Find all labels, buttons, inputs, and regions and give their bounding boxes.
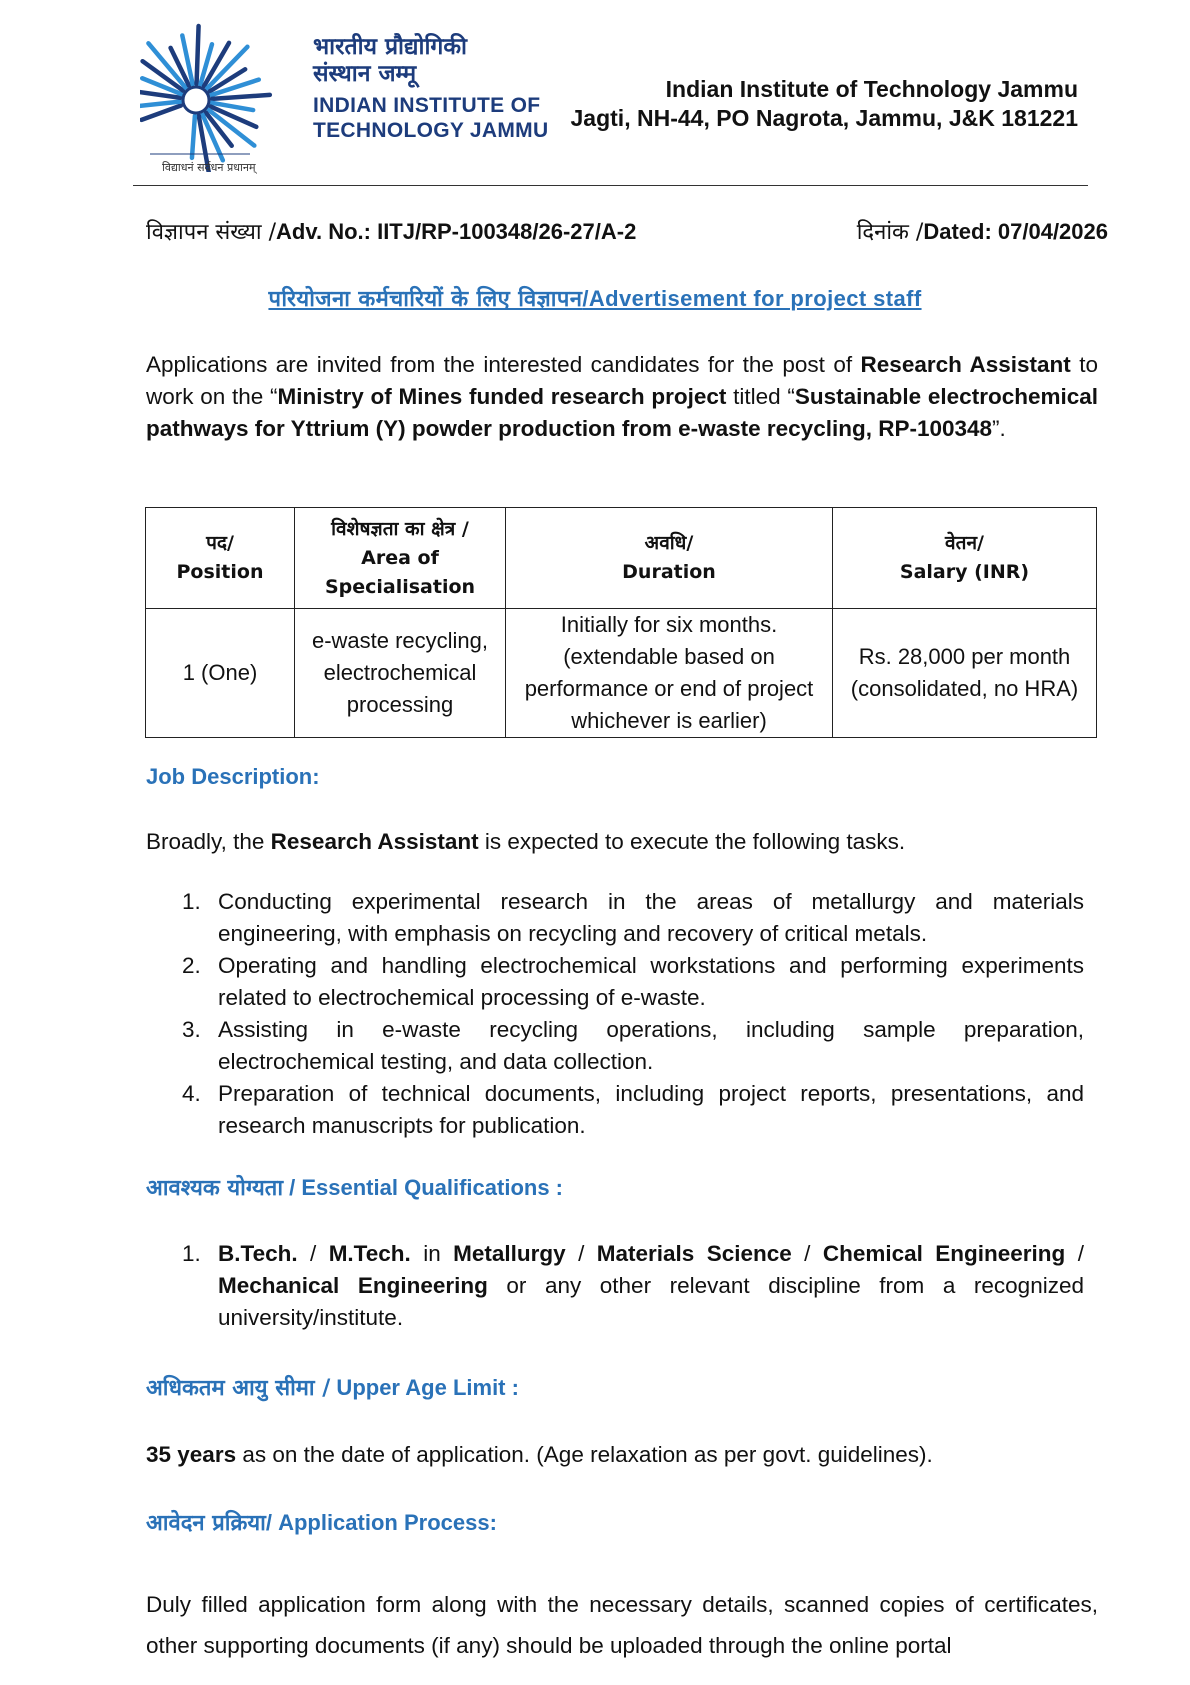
list-item-text: Assisting in e-waste recycling operations, including sample preparation, electrochemical testing, and data collection. — [218, 1017, 1084, 1074]
header-area — [295, 508, 506, 609]
intro-funding: Ministry of Mines funded research project — [277, 384, 727, 409]
lead-text: Broadly, the — [146, 829, 271, 854]
header-hindi: वेतन/ — [945, 532, 984, 554]
qualifications-heading-english: / Essential Qualifications : — [283, 1175, 563, 1200]
logo-ray — [141, 105, 180, 119]
logo-center — [183, 87, 209, 113]
separator: in — [410, 1241, 454, 1266]
adv-number-hindi-label: विज्ञापन संख्या / — [146, 220, 277, 245]
separator: / — [791, 1241, 823, 1266]
intro-paragraph — [146, 349, 1098, 445]
intro-text: ”. — [992, 416, 1006, 441]
qualifications-list — [146, 1238, 1084, 1334]
list-item-text: Operating and handling electrochemical workstations and performing experiments related to electrochemical processing of e-waste. — [218, 953, 1084, 1010]
lead-text: is expected to execute the following tasks. — [478, 829, 906, 854]
separator: / — [565, 1241, 597, 1266]
header-duration — [506, 508, 833, 609]
intro-text: titled “ — [726, 384, 795, 409]
lead-post-name: Research Assistant — [270, 829, 479, 854]
logo-english-line1: INDIAN INSTITUTE OF — [313, 94, 541, 117]
advertisement-title — [0, 283, 1190, 313]
title-hindi: परियोजना कर्मचारियों के लिए विज्ञापन — [268, 287, 583, 312]
adv-date-hindi-label: दिनांक / — [856, 220, 924, 245]
application-heading-english: / Application Process: — [265, 1510, 497, 1535]
list-item: 2. Operating and handling electrochemical workstations and performing experiments related to electrochemical processing of e-waste. — [182, 953, 1084, 1010]
cell-salary: Rs. 28,000 per month (consolidated, no HRA) — [833, 609, 1097, 738]
logo-english-line2: TECHNOLOGY JAMMU — [313, 119, 549, 142]
degree: B.Tech. — [218, 1241, 298, 1266]
list-item: 4. Preparation of technical documents, including project reports, presentations, and research manuscripts for publication. — [182, 1081, 1084, 1138]
adv-number — [146, 216, 636, 246]
job-task-list — [146, 886, 1084, 1142]
header-english: Duration — [622, 561, 716, 583]
age-value: 35 years — [146, 1442, 237, 1467]
logo-hindi-line1: भारतीय प्रौद्योगिकी — [313, 34, 467, 60]
application-process-heading — [146, 1507, 497, 1537]
application-heading-hindi: आवेदन प्रक्रिया — [146, 1511, 266, 1536]
cell-position: 1 (One) — [146, 609, 295, 738]
separator: / — [297, 1241, 329, 1266]
intro-project-title: Sustainable electrochemical pathways for Yttrium (Y) powder production from e-waste recycling, RP-100348 — [146, 384, 1098, 441]
adv-date-text: Dated: 07/04/2026 — [923, 219, 1108, 244]
institute-name: Indian Institute of Technology Jammu — [665, 76, 1078, 102]
list-item-text: Conducting experimental research in the areas of metallurgy and materials engineering, with emphasis on recycling and recovery of critical metals. — [218, 889, 1084, 946]
institute-address: Jagti, NH-44, PO Nagrota, Jammu, J&K 181221 — [570, 105, 1078, 131]
intro-post-name: Research Assistant — [860, 352, 1071, 377]
age-limit-heading — [146, 1372, 519, 1402]
logo-hindi-line2: संस्थान जम्मू — [313, 61, 417, 87]
adv-date — [857, 216, 1108, 246]
logo-ray — [197, 26, 199, 84]
degree: M.Tech. — [328, 1241, 411, 1266]
cell-duration: Initially for six months. (extendable based on performance or end of project whichever is earlier) — [506, 609, 833, 738]
age-limit-heading-english: Upper Age Limit : — [330, 1375, 519, 1400]
cell-area: e-waste recycling, electrochemical processing — [295, 609, 506, 738]
header-english: Salary (INR) — [899, 561, 1030, 583]
table-header-row — [146, 508, 1097, 609]
logo-ray — [192, 116, 195, 158]
discipline: Chemical Engineering — [822, 1241, 1066, 1266]
list-item: 1. Conducting experimental research in the areas of metallurgy and materials engineering, with emphasis on recycling and recovery of critical metals. — [182, 889, 1084, 946]
header-salary — [833, 508, 1097, 609]
logo-ray — [212, 95, 270, 99]
discipline: Metallurgy — [453, 1241, 566, 1266]
separator: / — [1065, 1241, 1084, 1266]
intro-text: to work on the “ — [146, 352, 1098, 409]
job-description-lead — [146, 826, 1098, 858]
qualification-text: or any other relevant discipline from a recognized university/institute. — [218, 1273, 1084, 1330]
table-row — [146, 609, 1097, 738]
qualifications-heading-hindi: आवश्यक योग्यता — [146, 1176, 284, 1201]
iit-jammu-logo — [140, 22, 290, 172]
list-item: 1. B.Tech. / M.Tech. in Metallurgy / Materials Science / Chemical Engineering / Mechanical Engineering or any other relevant discipline from a recognized university/institute. — [182, 1241, 1084, 1330]
logo-motto: विद्याधनं सर्वधन प्रधानम् — [162, 161, 256, 174]
header-english: Position — [176, 561, 264, 583]
header-hindi: अवधि/ — [644, 532, 694, 554]
application-process-text: Duly filled application form along with the necessary details, scanned copies of certificates, other supporting documents (if any) should be uploaded through the online portal — [146, 1592, 1098, 1658]
adv-number-text: Adv. No.: IITJ/RP-100348/26-27/A-2 — [276, 219, 637, 244]
header-divider — [133, 185, 1088, 186]
header-position — [146, 508, 295, 609]
position-table — [145, 507, 1097, 738]
discipline: Materials Science — [596, 1241, 792, 1266]
header-hindi: पद/ — [206, 532, 234, 554]
age-note: as on the date of application. (Age relaxation as per govt. guidelines). — [236, 1442, 933, 1467]
list-item-text: Preparation of technical documents, including project reports, presentations, and research manuscripts for publication. — [218, 1081, 1084, 1138]
header-hindi: विशेषज्ञता का क्षेत्र / — [331, 517, 469, 540]
list-item: 3. Assisting in e-waste recycling operations, including sample preparation, electrochemical testing, and data collection. — [182, 1017, 1084, 1074]
qualifications-heading — [146, 1172, 563, 1202]
header-english: Area of Specialisation — [324, 546, 476, 598]
discipline: Mechanical Engineering — [218, 1273, 488, 1298]
age-limit-text — [146, 1439, 1098, 1471]
title-english: /Advertisement for project staff — [582, 286, 922, 311]
age-limit-heading-hindi: अधिकतम आयु सीमा / — [146, 1376, 331, 1401]
job-description-heading: Job Description: — [146, 764, 320, 789]
intro-text: Applications are invited from the interested candidates for the post of — [146, 352, 861, 377]
